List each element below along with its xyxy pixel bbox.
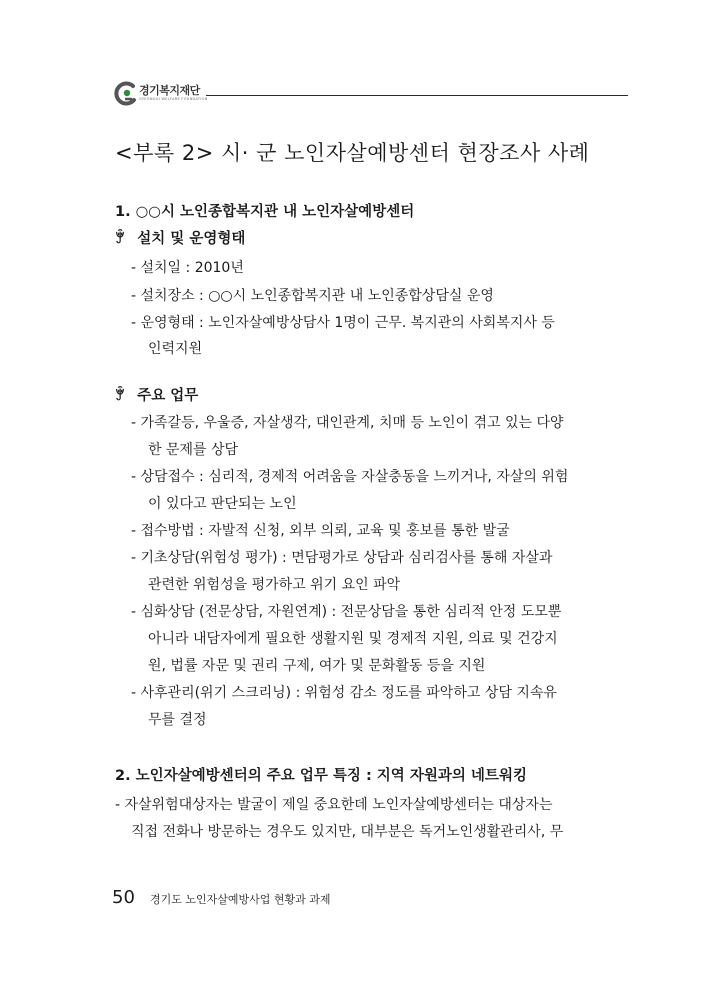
list-item-continuation: 한 문제를 상담 — [148, 442, 239, 458]
subsection-a-heading — [115, 229, 245, 250]
list-item: - 설치일 : 2010년 — [131, 260, 244, 276]
list-item-continuation: 직접 전화나 방문하는 경우도 있지만, 대부분은 독거노인생활관리사, 무 — [131, 824, 564, 840]
foundation-emblem-icon — [112, 80, 138, 108]
subsection-b-heading — [115, 386, 198, 407]
foundation-logo — [112, 78, 206, 110]
list-item: - 가족갈등, 우울증, 자살생각, 대인관계, 치매 등 노인이 겪고 있는 다양 — [131, 415, 564, 431]
page-title: <부록 2> 시· 군 노인자살예방센터 현장조사 사례 — [115, 141, 590, 165]
list-item: - 상담접수 : 심리적, 경제적 어려움을 자살충동을 느끼거나, 자살의 위험 — [131, 469, 569, 485]
header-rule — [206, 95, 628, 96]
book-title: 경기도 노인자살예방사업 현황과 과제 — [150, 893, 331, 906]
list-item-continuation: 아니라 내담자에게 필요한 생활지원 및 경제적 지원, 의료 및 건강지 — [148, 631, 558, 647]
list-item: - 심화상담 (전문상담, 자원연계) : 전문상담을 통한 심리적 안정 도모뿐 — [131, 604, 562, 620]
list-item: - 자살위험대상자는 발굴이 제일 중요한데 노인자살예방센터는 대상자는 — [115, 797, 553, 813]
list-item: - 접수방법 : 자발적 신청, 외부 의뢰, 교육 및 홍보를 통한 발굴 — [131, 523, 510, 539]
section-1-heading: 1. ○○시 노인종합복지관 내 노인자살예방센터 — [115, 204, 415, 220]
subsection-b-title: 주요 업무 — [137, 388, 199, 404]
list-item-continuation: 인력지원 — [148, 341, 203, 357]
org-name: 경기복지재단 — [139, 84, 200, 97]
org-subtitle: GYEONGGI WELFARE FOUNDATION — [139, 97, 208, 101]
subsection-bullet-icon: ꂕ — [115, 232, 125, 247]
section-2-heading: 2. 노인자살예방센터의 주요 업무 특징 : 지역 자원과의 네트워킹 — [115, 768, 527, 784]
page-footer — [112, 887, 331, 911]
subsection-bullet-icon: ꂕ — [115, 389, 125, 404]
list-item-continuation: 관련한 위험성을 평가하고 위기 요인 파악 — [148, 577, 401, 593]
list-item-continuation: 무를 결정 — [148, 712, 207, 728]
list-item: - 설치장소 : ○○시 노인종합복지관 내 노인종합상담실 운영 — [131, 288, 494, 304]
list-item: - 운영형태 : 노인자살예방상담사 1명이 근무. 복지관의 사회복지사 등 — [131, 315, 555, 331]
subsection-a-title: 설치 및 운영형태 — [137, 231, 246, 247]
list-item-continuation: 이 있다고 판단되는 노인 — [148, 496, 297, 512]
list-item: - 기초상담(위험성 평가) : 면담평가로 상담과 심리검사를 통해 자살과 — [131, 550, 553, 566]
list-item: - 사후관리(위기 스크리닝) : 위험성 감소 정도를 파악하고 상담 지속유 — [131, 685, 557, 701]
running-header — [112, 78, 628, 110]
list-item-continuation: 원, 법률 자문 및 권리 구제, 여가 및 문화활동 등을 지원 — [148, 658, 486, 674]
page-number: 50 — [112, 887, 135, 908]
